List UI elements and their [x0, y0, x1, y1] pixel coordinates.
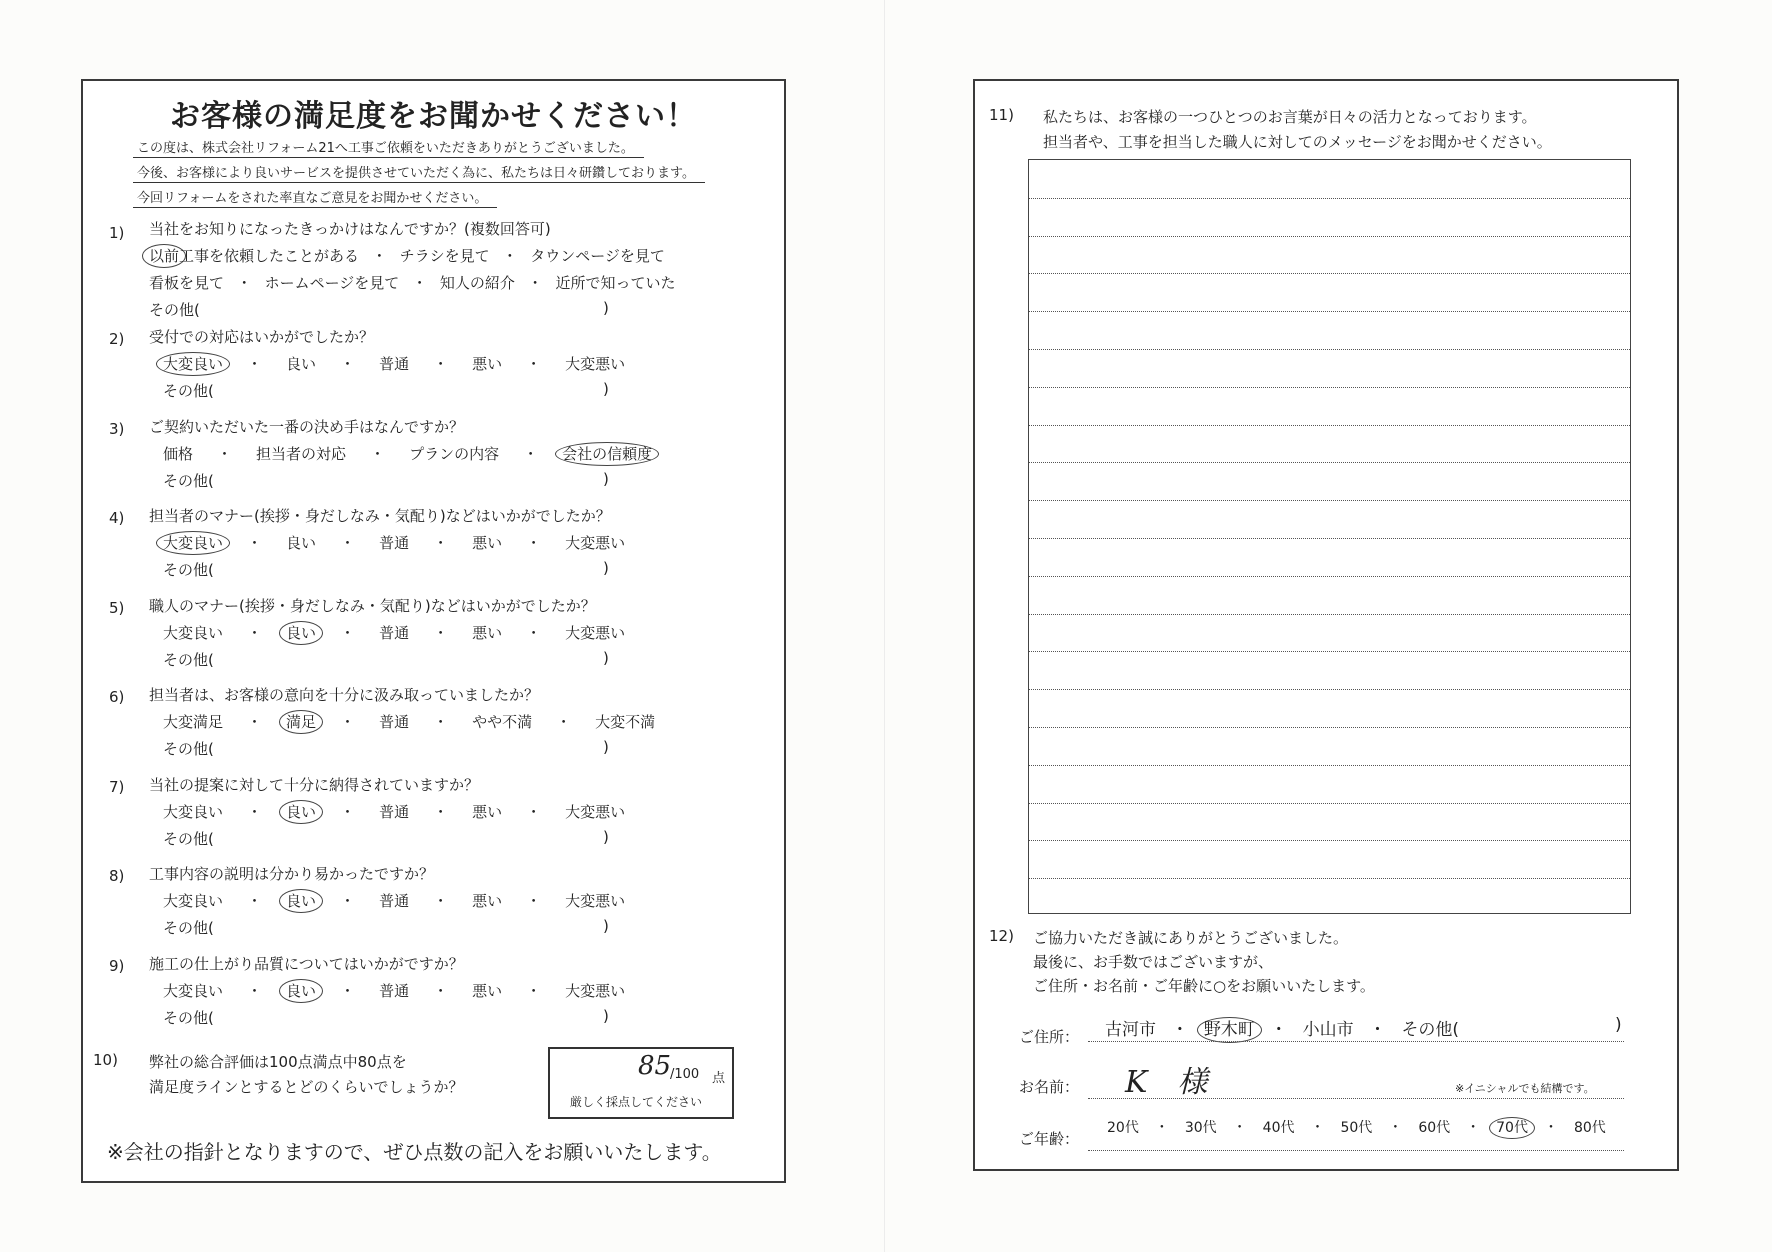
other-label: その他(: [163, 919, 214, 937]
score-max: /100: [670, 1067, 700, 1082]
separator: ・: [340, 802, 356, 821]
answer-option: 近所で知っていた: [555, 274, 676, 292]
answer-option: 大変良い: [163, 892, 224, 910]
address-underline: [1088, 1041, 1624, 1042]
separator: ・: [433, 623, 449, 642]
separator: ・: [247, 623, 263, 642]
other-label: その他(: [163, 561, 214, 579]
survey-page-left: [81, 79, 786, 1183]
other-close: ): [603, 827, 609, 846]
answer-option-circled: 満足: [279, 710, 323, 734]
score-note: 厳しく採点してください: [570, 1095, 703, 1109]
intro-line-1: この度は、株式会社リフォーム21へ工事ご依頼をいただきありがとうございました。: [133, 137, 644, 158]
question-text: ご契約いただいた一番の決め手はなんですか？: [149, 417, 465, 436]
answer-option: チラシを見て: [399, 247, 490, 265]
answer-option: プランの内容: [409, 444, 500, 463]
question-number: 2): [109, 330, 125, 348]
answer-option: 良い: [286, 355, 317, 373]
separator: ・: [1388, 1120, 1403, 1136]
answer-option: 普通: [379, 623, 410, 642]
separator: ・: [247, 355, 263, 373]
answer-option-circled: 大変良い: [156, 352, 230, 376]
other-label: その他(: [163, 382, 214, 400]
question-text: 受付での対応はいかがでしたか？: [149, 328, 375, 346]
age-option: 30代: [1184, 1120, 1217, 1136]
answer-option: 大変良い: [163, 802, 224, 821]
answer-options: [163, 353, 625, 374]
address-option: その他(: [1401, 1020, 1460, 1040]
separator: ・: [433, 355, 449, 373]
intro-line-3: 今回リフォームをされた率直なご意見をお聞かせください。: [133, 187, 497, 208]
answer-option: やや不満: [472, 713, 533, 731]
answer-option: 悪い: [472, 981, 503, 1000]
other-close: ): [603, 738, 609, 756]
survey-page-right: [973, 79, 1679, 1171]
ruled-line: [1029, 311, 1630, 312]
question-number: 10): [93, 1051, 118, 1069]
age-option: 60代: [1418, 1120, 1451, 1136]
other-label: その他(: [163, 471, 214, 490]
address-label: ご住所：: [1019, 1028, 1080, 1046]
other-close: ): [603, 917, 609, 935]
address-option-circled: 野木町: [1197, 1017, 1262, 1043]
question-number: 3): [109, 419, 125, 438]
answer-option: 良い: [286, 534, 317, 552]
age-option-circled: 70代: [1489, 1117, 1535, 1139]
ruled-line: [1029, 273, 1630, 274]
address-option: 古河市: [1105, 1020, 1156, 1040]
separator: ・: [370, 444, 386, 463]
question-text-line-2: 満足度ラインとするとどのくらいでしょうか？: [149, 1078, 464, 1096]
answer-option: 普通: [379, 355, 410, 373]
name-label: お名前：: [1019, 1078, 1080, 1096]
question-text: 担当者のマナー(挨拶・身だしなみ・気配り)などはいかがでしたか？: [149, 507, 611, 525]
answer-option-circled: 良い: [279, 889, 323, 913]
answer-options: [163, 443, 652, 464]
age-option: 50代: [1340, 1120, 1373, 1136]
separator: ・: [340, 981, 356, 1000]
separator: ・: [340, 713, 356, 731]
answer-option: 大変悪い: [565, 534, 626, 552]
answer-option: 悪い: [472, 534, 503, 552]
name-handwritten: K 様: [1125, 1065, 1208, 1100]
question-number: 9): [109, 956, 125, 975]
ruled-line: [1029, 765, 1630, 766]
question-number: 12): [989, 927, 1014, 945]
answer-option: 悪い: [472, 623, 503, 642]
separator: ・: [433, 892, 449, 910]
score-unit: 点: [712, 1071, 726, 1086]
separator: ・: [1466, 1120, 1481, 1136]
answer-options: [163, 622, 625, 643]
separator: ・: [526, 802, 542, 821]
answer-options-row-2: [149, 272, 675, 293]
ruled-line: [1029, 349, 1630, 350]
answer-options: [163, 801, 625, 822]
separator: ・: [340, 534, 356, 552]
question-number: 1): [109, 224, 125, 242]
circled-answer: 以前: [149, 247, 180, 265]
separator: ・: [236, 274, 252, 292]
answer-option: 普通: [379, 534, 410, 552]
ruled-line: [1029, 727, 1630, 728]
ruled-line: [1029, 803, 1630, 804]
question-text: 職人のマナー(挨拶・身だしなみ・気配り)などはいかがでしたか？: [149, 596, 596, 615]
age-options: [1107, 1117, 1606, 1137]
other-close: ): [603, 380, 609, 398]
separator: ・: [433, 981, 449, 1000]
message-writing-area[interactable]: [1028, 159, 1631, 914]
answer-option: 価格: [163, 444, 194, 463]
separator: ・: [1543, 1120, 1558, 1136]
question-text: 当社の提案に対して十分に納得されていますか？: [149, 775, 480, 794]
ruled-line: [1029, 614, 1630, 615]
address-option: 小山市: [1302, 1020, 1354, 1040]
ruled-line: [1029, 387, 1630, 388]
answer-option: 看板を見て: [149, 274, 225, 292]
intro-line-2: 今後、お客様により良いサービスを提供させていただく為に、私たちは日々研鑽しております。: [133, 162, 705, 183]
ruled-line: [1029, 576, 1630, 577]
other-close: ): [603, 1006, 609, 1025]
ruled-line: [1029, 500, 1630, 501]
score-box: [548, 1047, 734, 1119]
name-note: ※イニシャルでも結構です。: [1455, 1082, 1595, 1095]
separator: ・: [1310, 1120, 1325, 1136]
q11-line-1: 私たちは、お客様の一つひとつのお言葉が日々の活力となっております。: [1043, 108, 1537, 126]
address-options: [1105, 1015, 1459, 1040]
ruled-line: [1029, 878, 1630, 879]
answer-options: [163, 890, 625, 911]
q11-line-2: 担当者や、工事を担当した職人に対してのメッセージをお聞かせください。: [1043, 133, 1552, 151]
ruled-line: [1029, 198, 1630, 199]
separator: ・: [1154, 1120, 1169, 1136]
answer-option-circled: 良い: [279, 800, 323, 824]
other-label: その他(: [163, 829, 214, 848]
separator: ・: [340, 892, 356, 910]
separator: ・: [502, 247, 518, 265]
q12-line-1: ご協力いただき誠にありがとうございました。: [1033, 929, 1349, 947]
other-label: その他(: [163, 650, 214, 669]
ruled-line: [1029, 236, 1630, 237]
separator: ・: [247, 981, 263, 1000]
separator: ・: [526, 355, 542, 373]
answer-option: 担当者の対応: [256, 444, 347, 463]
separator: ・: [412, 274, 428, 292]
separator: ・: [371, 247, 387, 265]
answer-options: [163, 532, 625, 553]
other-label: その他(: [149, 301, 200, 319]
answer-option: 悪い: [472, 892, 503, 910]
fold-line: [884, 0, 885, 1252]
question-text: 工事内容の説明は分かり易かったですか？: [149, 865, 435, 883]
separator: ・: [527, 274, 543, 292]
separator: ・: [433, 713, 449, 731]
question-text-line-1: 弊社の総合評価は100点満点中80点を: [149, 1053, 407, 1071]
ruled-line: [1029, 462, 1630, 463]
answer-option-remainder: 工事を依頼したことがある: [179, 247, 360, 265]
page-title: お客様の満足度をお聞かせください！: [170, 99, 697, 134]
q12-line-2: 最後に、お手数ではございますが、: [1033, 953, 1274, 971]
answer-option: 知人の紹介: [439, 274, 515, 292]
ruled-line: [1029, 840, 1630, 841]
name-underline: [1088, 1098, 1624, 1099]
answer-option: 大変悪い: [565, 802, 626, 821]
question-number: 6): [109, 688, 125, 706]
age-option: 80代: [1573, 1120, 1606, 1136]
separator: ・: [340, 623, 356, 642]
question-text: 施工の仕上がり品質についてはいかがですか？: [149, 954, 464, 973]
answer-option-circled: 会社の信頼度: [555, 442, 659, 466]
answer-option: 大変悪い: [565, 355, 626, 373]
age-label: ご年齢：: [1019, 1130, 1080, 1148]
separator: ・: [433, 802, 449, 821]
question-number: 4): [109, 509, 125, 527]
separator: ・: [217, 444, 233, 463]
other-close: ): [603, 469, 609, 488]
separator: ・: [1270, 1020, 1288, 1040]
separator: ・: [526, 892, 542, 910]
score-handwritten: 85: [638, 1051, 672, 1081]
separator: ・: [526, 623, 542, 642]
answer-option: 大変良い: [163, 981, 224, 1000]
separator: ・: [340, 355, 356, 373]
separator: ・: [526, 981, 542, 1000]
answer-option: 大変悪い: [565, 623, 626, 642]
answer-option: 悪い: [472, 802, 503, 821]
age-underline: [1088, 1150, 1624, 1151]
answer-option: 普通: [379, 892, 410, 910]
separator: ・: [1369, 1020, 1387, 1040]
footer-note: ※会社の指針となりますので、ぜひ点数の記入をお願いいたします。: [107, 1140, 722, 1164]
answer-option: ホームページを見て: [264, 274, 400, 292]
question-number: 11): [989, 106, 1014, 124]
answer-option: 普通: [379, 802, 410, 821]
ruled-line: [1029, 425, 1630, 426]
answer-option: 普通: [379, 981, 410, 1000]
answer-options-row-1: [149, 245, 665, 266]
ruled-line: [1029, 651, 1630, 652]
other-close: ): [603, 648, 609, 667]
other-close: ): [603, 299, 609, 317]
answer-option: 大変良い: [163, 623, 224, 642]
answer-option: 悪い: [472, 355, 503, 373]
separator: ・: [433, 534, 449, 552]
answer-option: 大変満足: [163, 713, 224, 731]
age-option: 20代: [1107, 1120, 1139, 1136]
answer-options: [163, 980, 625, 1001]
separator: ・: [556, 713, 572, 731]
separator: ・: [1232, 1120, 1247, 1136]
answer-option-circled: 良い: [279, 979, 323, 1003]
answer-option-circled: 良い: [279, 621, 323, 645]
question-number: 7): [109, 777, 125, 796]
answer-option: 大変不満: [595, 713, 656, 731]
separator: ・: [247, 892, 263, 910]
question-number: 5): [109, 598, 125, 617]
other-close: ): [603, 559, 609, 577]
answer-option: タウンページを見て: [530, 247, 665, 265]
answer-option: 大変悪い: [565, 892, 626, 910]
answer-options: [163, 711, 655, 732]
separator: ・: [523, 444, 539, 463]
answer-option: 大変悪い: [565, 981, 626, 1000]
question-number: 8): [109, 867, 125, 885]
address-close: ): [1615, 1015, 1622, 1035]
other-label: その他(: [163, 740, 214, 758]
separator: ・: [247, 713, 263, 731]
ruled-line: [1029, 689, 1630, 690]
question-text: 当社をお知りになったきっかけはなんですか？(複数回答可): [149, 220, 551, 238]
answer-option: 普通: [379, 713, 410, 731]
question-text: 担当者は、お客様の意向を十分に汲み取っていましたか？: [149, 686, 540, 704]
q12-line-3: ご住所・お名前・ご年齢に○をお願いいたします。: [1033, 977, 1375, 995]
separator: ・: [247, 802, 263, 821]
answer-option-circled: 大変良い: [156, 531, 230, 555]
ruled-line: [1029, 538, 1630, 539]
age-option: 40代: [1262, 1120, 1295, 1136]
separator: ・: [1171, 1020, 1189, 1040]
other-label: その他(: [163, 1008, 214, 1027]
separator: ・: [247, 534, 263, 552]
separator: ・: [526, 534, 542, 552]
